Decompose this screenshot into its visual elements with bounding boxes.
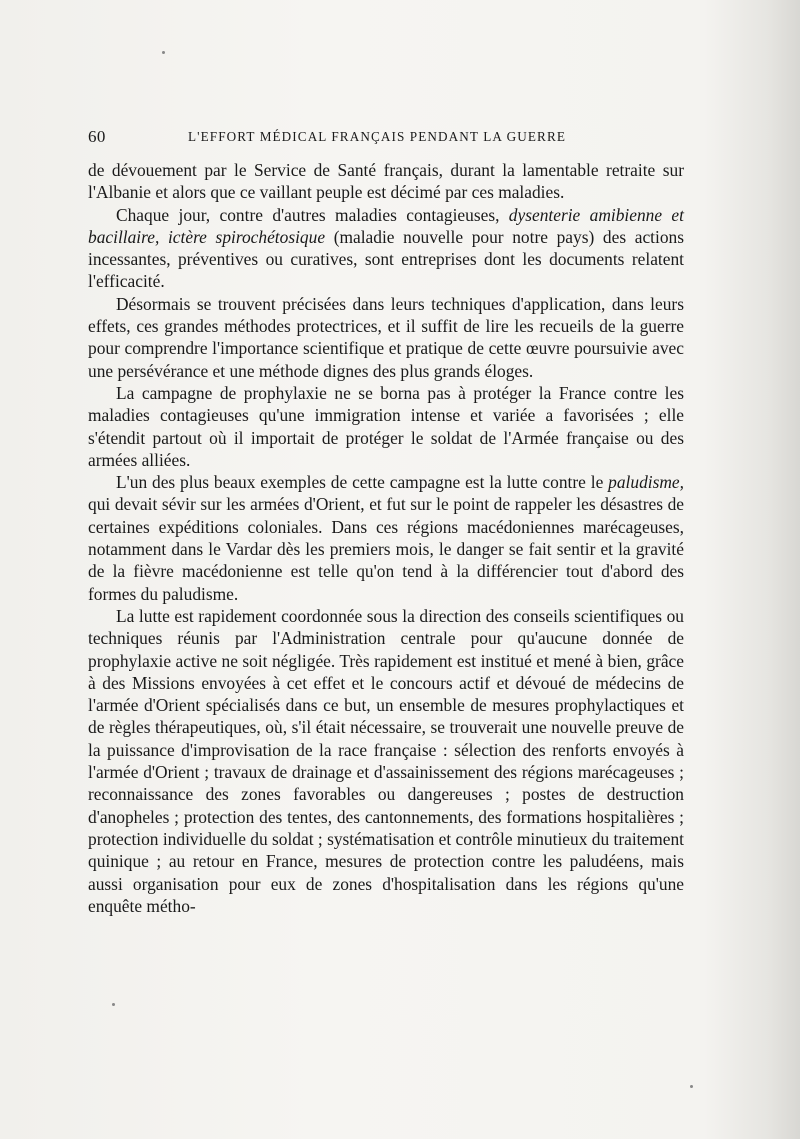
- text-run: La lutte est rapidement coordonnée sous la direction des conseils scientifiques ou techniques réunis par l'Administration centrale pour qu'aucune donnée de prophylaxie active ne soit négligée. Très rapidement est institué et mené à bien, grâce à des Missions envoyées à cet effet et le concours actif et dévoué de médecins de l'armée d'Orient spécialisés dans ce but, un ensemble de mesures prophylactiques et de règles thérapeutiques, où, s'il était nécessaire, se trouverait une nouvelle preuve de la puissance d'improvisation de la race française : sélection des renforts envoyés à l'armée d'Orient ; travaux de drainage et d'assainissement des régions marécageuses ; reconnaissance des zones favorables ou dangereuses ; postes de destruction d'anopheles ; protection des tentes, des cantonnements, des formations hospitalières ; protection individuelle du soldat ; systématisation et contrôle minutieux du traitement quinique ; au retour en France, mesures de protection contre les paludéens, mais aussi organisation pour eux de zones d'hospitalisation dans les régions qu'une enquête métho-: [88, 605, 684, 916]
- text-run: de dévouement par le Service de Santé français, durant la lamentable retraite sur l'Albanie et alors que ce vaillant peuple est décimé par ces maladies.: [88, 160, 684, 203]
- paper-speck: [690, 1085, 693, 1088]
- running-head: [88, 127, 688, 149]
- italic-run: dysenterie amibienne et bacillaire, ictère spirochétosique: [88, 204, 684, 247]
- text-run: qui devait sévir sur les armées d'Orient, et fut sur le point de rappeler les désastres de certaines expéditions coloniales. Dans ces régions macédoniennes marécageuses, notamment dans le Vardar dès les premiers mois, le danger se fait sentir et la gravité de la fièvre macédonienne est telle qu'on tend à la différencier tout d'abord des formes du paludisme.: [88, 494, 684, 604]
- paragraph: [88, 471, 684, 605]
- paragraph: [88, 605, 684, 917]
- paragraph: [88, 382, 684, 471]
- paragraph: [88, 204, 684, 293]
- text-run: (maladie nouvelle pour notre pays) des actions incessantes, préventives ou curatives, sont entreprises dont les documents relatent l'efficacité.: [88, 226, 684, 292]
- paragraph: [88, 159, 684, 204]
- paragraph: [88, 293, 684, 382]
- italic-run: paludisme,: [608, 472, 684, 493]
- body-text: [88, 159, 684, 917]
- text-run: L'un des plus beaux exemples de cette campagne est la lutte contre le: [116, 472, 609, 493]
- text-run: La campagne de prophylaxie ne se borna pas à protéger la France contre les maladies contagieuses qu'une immigration intense et variée a favorisées ; elle s'étendit partout où il importait de protéger le soldat de l'Armée française ou des armées alliées.: [88, 382, 684, 470]
- page-number: 60: [88, 127, 106, 146]
- running-title: L'EFFORT MÉDICAL FRANÇAIS PENDANT LA GUERRE: [188, 129, 566, 144]
- text-run: Désormais se trouvent précisées dans leurs techniques d'application, dans leurs effets, ces grandes méthodes protectrices, et il suffit de lire les recueils de la guerre pour comprendre l'importance scientifique et pratique de cette œuvre poursuivie avec une persévérance et une méthode dignes des plus grands éloges.: [88, 293, 684, 381]
- text-run: Chaque jour, contre d'autres maladies contagieuses,: [116, 204, 509, 225]
- paper-speck: [162, 51, 165, 54]
- paper-speck: [112, 1003, 115, 1006]
